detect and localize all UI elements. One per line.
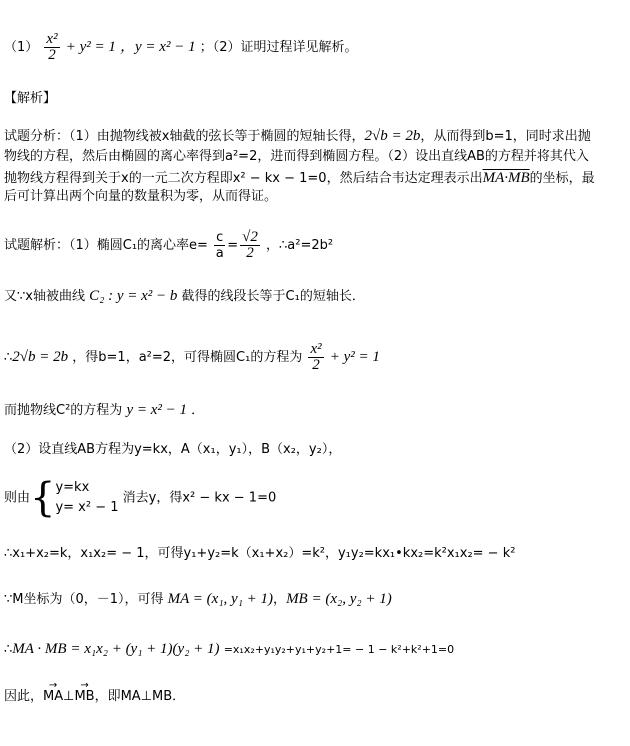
solution-text: 又∵x轴被曲线 [4, 289, 85, 304]
fraction-denominator: 2 [312, 357, 320, 373]
answer-part1-label: （1） [4, 40, 39, 55]
solution-text: ，即MA⊥MB． [94, 689, 186, 704]
solution-text: ∵M坐标为（0，－1），可得 [4, 592, 164, 607]
analysis-text: 试题分析：（1）由抛物线被x轴截的弦长等于椭圆的短轴长得， [4, 129, 365, 144]
solution-text: ，∴a²=2b² [266, 238, 334, 253]
solution-text: ，得b=1，a²=2，可得椭圆C₁的方程为 [72, 350, 303, 365]
vector-mb-coordinates: MB = (x₂, y₂ + 1) [286, 591, 392, 607]
solution-text: ∴ [4, 350, 13, 365]
analysis-heading: 【解析】 [4, 91, 57, 106]
solution-text: 截得的线段长等于C₁的短轴长． [181, 289, 365, 304]
solution-line-6 [4, 475, 277, 521]
solution-line-9 [4, 640, 454, 659]
analysis-text: ，从而得到b=1，同时求出抛 [420, 129, 591, 144]
solution-line-5: （2）设直线AB方程为y=kx，A（x₁，y₁），B（x₂，y₂）， [4, 442, 342, 457]
equals-sign: = [227, 238, 239, 253]
analysis-vector-math: MA·MB [482, 170, 530, 186]
parabola-equation: ，y = x² − 1 [120, 39, 196, 55]
answer-part2-text: ；（2）证明过程详见解析。 [199, 40, 358, 55]
dot-product-expression: MA · MB = x₁x₂ + (y₁ + 1)(y₂ + 1) [12, 641, 220, 657]
root-fraction [240, 230, 260, 261]
system-equation-2: y= x² − 1 [55, 500, 119, 515]
dot-product-result: =x₁x₂+y₁y₂+y₁+y₂+1= − 1 − k²+k²+1=0 [223, 643, 455, 656]
answer-line [4, 32, 358, 63]
solution-line-7: ∴x₁+x₂=k，x₁x₂= − 1，可得y₁+y₂=k（x₁+x₂）=k²，y₁y₂=kx₁•kx₂=k²x₁x₂= − k² [4, 546, 516, 561]
analysis-text: 抛物线方程得到关于x的一元二次方程即x² − kx − 1=0，然后结合韦达定理表示出 [4, 171, 483, 186]
vector-mb: → MB [74, 688, 94, 706]
solution-line-10 [4, 688, 185, 706]
analysis-math: 2√b = 2b [364, 128, 421, 144]
solution-math: 2√b = 2b [12, 349, 69, 365]
ellipse-equation-tail: + y² = 1 [65, 39, 116, 55]
fraction-numerator: √2 [242, 229, 258, 245]
solution-text: 试题解析：（1）椭圆C₁的离心率e= [4, 238, 208, 253]
fraction-numerator: c [216, 230, 224, 245]
fraction-numerator: x² [310, 341, 322, 357]
solution-math: + y² = 1 [329, 349, 380, 365]
solution-text: ∴ [4, 642, 13, 657]
vector-ma: → MA [43, 688, 63, 706]
perpendicular-icon: ⊥ [63, 689, 75, 704]
analysis-text: 的坐标，最 [529, 171, 595, 186]
left-brace-icon: { [30, 475, 56, 521]
analysis-line-2: 物线的方程，然后由椭圆的离心率得到a²=2，进而得到椭圆方程。（2）设出直线AB的方程并将其代入 [4, 149, 589, 164]
solution-line-2 [4, 287, 365, 306]
fraction-denominator: 2 [246, 245, 254, 261]
eccentricity-fraction [214, 230, 225, 261]
solution-line-1 [4, 230, 333, 261]
separator: ， [273, 592, 287, 607]
fraction-denominator: 2 [48, 47, 56, 63]
ellipse-fraction [44, 32, 59, 63]
fraction-numerator: x² [46, 31, 58, 47]
solution-text: 则由 [4, 490, 31, 506]
solution-text: 消去y，得x² − kx − 1=0 [122, 490, 277, 506]
solution-text: ． [191, 403, 205, 418]
analysis-line-3 [4, 169, 595, 188]
fraction-denominator: a [215, 246, 224, 261]
solution-line-4 [4, 401, 204, 420]
analysis-line-1 [4, 127, 591, 146]
parabola-equation: y = x² − 1 [126, 402, 187, 418]
curve-equation: C₂ : y = x² − b [89, 288, 178, 304]
solution-line-8 [4, 590, 392, 609]
solution-text: 因此， [4, 689, 44, 704]
analysis-line-4: 后可计算出两个向量的数量积为零，从而得证。 [4, 189, 278, 204]
vector-ma-coordinates: MA = (x₁, y₁ + 1) [167, 591, 274, 607]
solution-text: 而抛物线C²的方程为 [4, 403, 123, 418]
equation-system [55, 478, 118, 518]
system-equation-1: y=kx [55, 480, 90, 495]
ellipse-fraction [308, 342, 323, 373]
solution-line-3 [4, 342, 380, 373]
